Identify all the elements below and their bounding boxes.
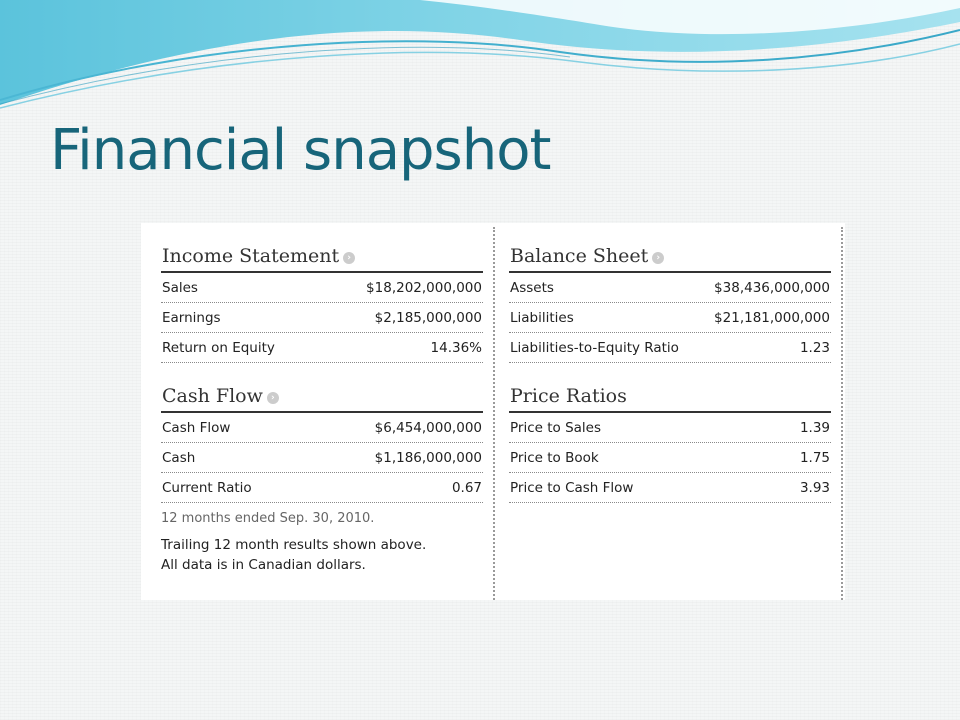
data-note bbox=[161, 535, 483, 575]
row-label: Price to Sales bbox=[510, 419, 601, 436]
price-ratios-heading bbox=[509, 363, 831, 413]
note-line: Trailing 12 month results shown above. bbox=[161, 537, 427, 553]
table-row bbox=[161, 473, 483, 503]
table-row bbox=[509, 273, 831, 303]
price-ratios-title: Price Ratios bbox=[510, 385, 627, 407]
row-value: 14.36% bbox=[430, 339, 482, 356]
cash-flow-heading[interactable] bbox=[161, 363, 483, 413]
row-label: Current Ratio bbox=[162, 479, 252, 496]
period-note: 12 months ended Sep. 30, 2010. bbox=[161, 511, 375, 526]
row-value: $21,181,000,000 bbox=[714, 309, 830, 326]
row-label: Liabilities-to-Equity Ratio bbox=[510, 339, 679, 356]
column-divider bbox=[493, 227, 495, 600]
row-value: $18,202,000,000 bbox=[366, 279, 482, 296]
row-value: 3.93 bbox=[799, 479, 830, 496]
chevron-right-icon[interactable]: › bbox=[652, 252, 664, 264]
table-row bbox=[509, 473, 831, 503]
table-row bbox=[509, 413, 831, 443]
row-label: Earnings bbox=[162, 309, 221, 326]
row-label: Return on Equity bbox=[162, 339, 275, 356]
table-row bbox=[161, 413, 483, 443]
row-label: Price to Cash Flow bbox=[510, 479, 634, 496]
slide-title: Financial snapshot bbox=[50, 118, 551, 183]
decorative-wave bbox=[0, 0, 960, 120]
chevron-right-icon[interactable]: › bbox=[343, 252, 355, 264]
row-value: $1,186,000,000 bbox=[374, 449, 482, 466]
row-label: Cash bbox=[162, 449, 196, 466]
table-row bbox=[161, 443, 483, 473]
panel-right-border bbox=[841, 227, 843, 600]
row-label: Assets bbox=[510, 279, 554, 296]
right-column bbox=[509, 223, 831, 503]
table-row bbox=[161, 333, 483, 363]
chevron-right-icon[interactable]: › bbox=[267, 392, 279, 404]
financial-snapshot-panel bbox=[141, 223, 845, 600]
note-line: All data is in Canadian dollars. bbox=[161, 557, 366, 573]
left-column bbox=[161, 223, 483, 575]
table-row bbox=[509, 333, 831, 363]
row-value: $38,436,000,000 bbox=[714, 279, 830, 296]
balance-sheet-heading[interactable] bbox=[509, 223, 831, 273]
row-label: Liabilities bbox=[510, 309, 574, 326]
table-row bbox=[509, 303, 831, 333]
row-label: Price to Book bbox=[510, 449, 599, 466]
balance-sheet-title: Balance Sheet bbox=[510, 245, 649, 267]
table-row bbox=[161, 303, 483, 333]
row-value: 1.75 bbox=[799, 449, 830, 466]
income-statement-heading[interactable] bbox=[161, 223, 483, 273]
table-row bbox=[161, 273, 483, 303]
row-value: 1.23 bbox=[799, 339, 830, 356]
cash-flow-title: Cash Flow bbox=[162, 385, 263, 407]
row-value: 0.67 bbox=[451, 479, 482, 496]
table-row bbox=[509, 443, 831, 473]
row-label: Cash Flow bbox=[162, 419, 231, 436]
row-value: $6,454,000,000 bbox=[374, 419, 482, 436]
row-label: Sales bbox=[162, 279, 198, 296]
row-value: $2,185,000,000 bbox=[374, 309, 482, 326]
income-statement-title: Income Statement bbox=[162, 245, 340, 267]
row-value: 1.39 bbox=[799, 419, 830, 436]
